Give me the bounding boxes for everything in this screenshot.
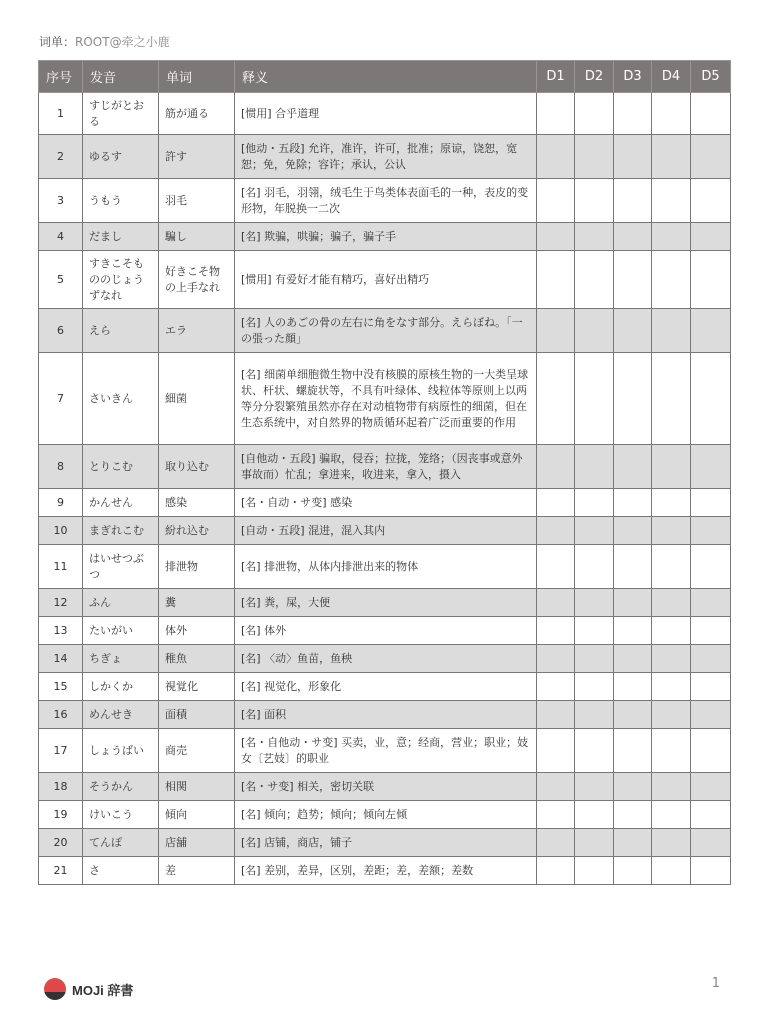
row-meaning: [名] 排泄物，从体内排泄出来的物体 — [235, 545, 537, 589]
row-meaning: [名] 欺骗，哄骗；骗子，骗子手 — [235, 223, 537, 251]
row-word: 商売 — [159, 729, 235, 773]
review-cell-d4 — [652, 617, 691, 645]
review-cell-d5 — [691, 251, 731, 309]
review-cell-d4 — [652, 309, 691, 353]
moji-logo-icon — [44, 978, 66, 1000]
review-cell-d4 — [652, 673, 691, 701]
row-meaning: [名] 细菌单细胞微生物中没有核膜的原核生物的一大类呈球状、杆状、螺旋状等，不具有叶绿体、线粒体等原则上以两等分分裂繁殖虽然亦存在对动植物带有病原性的细菌，但在生态系统中，对自然界的物质循环起着广泛而重要的作用 — [235, 353, 537, 445]
table-row — [39, 773, 731, 801]
row-number: 6 — [39, 309, 83, 353]
review-cell-d3 — [614, 545, 652, 589]
row-meaning: [名] 视觉化，形象化 — [235, 673, 537, 701]
row-meaning: [名] 〈动〉鱼苗，鱼秧 — [235, 645, 537, 673]
row-word: 面積 — [159, 701, 235, 729]
table-row — [39, 179, 731, 223]
review-cell-d4 — [652, 353, 691, 445]
review-cell-d3 — [614, 517, 652, 545]
review-cell-d2 — [575, 445, 614, 489]
review-cell-d4 — [652, 179, 691, 223]
table-row — [39, 251, 731, 309]
row-word: 紛れ込む — [159, 517, 235, 545]
row-meaning: [自他动・五段] 骗取，侵吞；拉拢，笼络；（因丧事或意外事故而）忙乱；拿进来，收进来，拿入，摄入 — [235, 445, 537, 489]
review-cell-d1 — [537, 801, 575, 829]
review-cell-d3 — [614, 445, 652, 489]
row-reading: うもう — [83, 179, 159, 223]
row-reading: ふん — [83, 589, 159, 617]
row-reading: はいせつぶつ — [83, 545, 159, 589]
review-cell-d1 — [537, 223, 575, 251]
review-cell-d4 — [652, 489, 691, 517]
row-word: 相関 — [159, 773, 235, 801]
table-row — [39, 517, 731, 545]
review-cell-d1 — [537, 489, 575, 517]
table-row — [39, 445, 731, 489]
review-cell-d1 — [537, 829, 575, 857]
review-cell-d1 — [537, 545, 575, 589]
row-word: エラ — [159, 309, 235, 353]
row-number: 2 — [39, 135, 83, 179]
review-cell-d3 — [614, 179, 652, 223]
review-cell-d5 — [691, 489, 731, 517]
row-meaning: [名・自动・サ变] 感染 — [235, 489, 537, 517]
row-word: 取り込む — [159, 445, 235, 489]
review-cell-d3 — [614, 353, 652, 445]
column-header-d1: D1 — [537, 61, 575, 93]
review-cell-d1 — [537, 445, 575, 489]
wordlist-header — [39, 33, 170, 50]
row-reading: すじがとおる — [83, 93, 159, 135]
review-cell-d3 — [614, 223, 652, 251]
row-number: 20 — [39, 829, 83, 857]
table-row — [39, 135, 731, 179]
row-meaning: [名] 羽毛，羽翎，绒毛生于鸟类体表面毛的一种，表皮的变形物，年脱换一二次 — [235, 179, 537, 223]
review-cell-d1 — [537, 673, 575, 701]
row-number: 7 — [39, 353, 83, 445]
vocab-table — [38, 60, 731, 885]
row-number: 5 — [39, 251, 83, 309]
review-cell-d5 — [691, 93, 731, 135]
row-meaning: [他动・五段] 允许，准许，许可，批准；原谅，饶恕，宽恕；免，免除；容许；承认，公认 — [235, 135, 537, 179]
review-cell-d1 — [537, 135, 575, 179]
row-meaning: [名] 人のあごの骨の左右に角をなす部分。えらぼね。「一の張った顔」 — [235, 309, 537, 353]
review-cell-d1 — [537, 729, 575, 773]
review-cell-d2 — [575, 353, 614, 445]
review-cell-d3 — [614, 489, 652, 517]
review-cell-d3 — [614, 589, 652, 617]
review-cell-d4 — [652, 645, 691, 673]
row-reading: さ — [83, 857, 159, 885]
table-row — [39, 673, 731, 701]
review-cell-d5 — [691, 829, 731, 857]
row-meaning: [名・サ变] 相关，密切关联 — [235, 773, 537, 801]
review-cell-d3 — [614, 673, 652, 701]
row-number: 18 — [39, 773, 83, 801]
footer-logo — [44, 978, 133, 1000]
review-cell-d4 — [652, 829, 691, 857]
review-cell-d4 — [652, 857, 691, 885]
review-cell-d4 — [652, 589, 691, 617]
row-word: 感染 — [159, 489, 235, 517]
review-cell-d1 — [537, 517, 575, 545]
row-word: 店舗 — [159, 829, 235, 857]
column-header-d2: D2 — [575, 61, 614, 93]
review-cell-d2 — [575, 309, 614, 353]
row-reading: たいがい — [83, 617, 159, 645]
review-cell-d5 — [691, 179, 731, 223]
review-cell-d3 — [614, 729, 652, 773]
table-row — [39, 729, 731, 773]
review-cell-d4 — [652, 445, 691, 489]
column-header-meaning: 释义 — [235, 61, 537, 93]
review-cell-d5 — [691, 353, 731, 445]
row-number: 17 — [39, 729, 83, 773]
row-reading: ちぎょ — [83, 645, 159, 673]
review-cell-d3 — [614, 645, 652, 673]
review-cell-d2 — [575, 545, 614, 589]
review-cell-d2 — [575, 589, 614, 617]
row-reading: さいきん — [83, 353, 159, 445]
review-cell-d3 — [614, 309, 652, 353]
review-cell-d2 — [575, 251, 614, 309]
row-meaning: [惯用] 合乎道理 — [235, 93, 537, 135]
row-reading: まぎれこむ — [83, 517, 159, 545]
row-word: 視覚化 — [159, 673, 235, 701]
table-row — [39, 489, 731, 517]
wordlist-label: 词单： — [39, 35, 76, 49]
row-number: 11 — [39, 545, 83, 589]
column-header-word: 单词 — [159, 61, 235, 93]
review-cell-d3 — [614, 857, 652, 885]
row-number: 12 — [39, 589, 83, 617]
review-cell-d4 — [652, 729, 691, 773]
row-meaning: [名] 差别，差异，区别，差距；差，差额；差数 — [235, 857, 537, 885]
row-meaning: [惯用] 有爱好才能有精巧，喜好出精巧 — [235, 251, 537, 309]
review-cell-d2 — [575, 517, 614, 545]
row-number: 14 — [39, 645, 83, 673]
review-cell-d3 — [614, 773, 652, 801]
review-cell-d5 — [691, 309, 731, 353]
review-cell-d1 — [537, 251, 575, 309]
review-cell-d5 — [691, 673, 731, 701]
table-row — [39, 545, 731, 589]
row-number: 8 — [39, 445, 83, 489]
row-word: 騙し — [159, 223, 235, 251]
review-cell-d4 — [652, 545, 691, 589]
review-cell-d5 — [691, 773, 731, 801]
column-header-d3: D3 — [614, 61, 652, 93]
table-row — [39, 353, 731, 445]
row-meaning: [名] 面积 — [235, 701, 537, 729]
review-cell-d2 — [575, 773, 614, 801]
row-meaning: [名] 粪，屎，大便 — [235, 589, 537, 617]
row-word: 排泄物 — [159, 545, 235, 589]
row-number: 9 — [39, 489, 83, 517]
review-cell-d5 — [691, 857, 731, 885]
review-cell-d4 — [652, 773, 691, 801]
review-cell-d2 — [575, 179, 614, 223]
review-cell-d4 — [652, 801, 691, 829]
row-meaning: [名] 体外 — [235, 617, 537, 645]
row-word: 許す — [159, 135, 235, 179]
review-cell-d1 — [537, 179, 575, 223]
table-header-row — [39, 61, 731, 93]
review-cell-d4 — [652, 223, 691, 251]
review-cell-d2 — [575, 701, 614, 729]
row-meaning: [自动・五段] 混进，混入其内 — [235, 517, 537, 545]
table-row — [39, 857, 731, 885]
review-cell-d1 — [537, 309, 575, 353]
brand-name: MOJi 辞書 — [72, 982, 134, 998]
review-cell-d5 — [691, 701, 731, 729]
review-cell-d5 — [691, 135, 731, 179]
row-number: 3 — [39, 179, 83, 223]
review-cell-d2 — [575, 801, 614, 829]
row-word: 筋が通る — [159, 93, 235, 135]
row-reading: かんせん — [83, 489, 159, 517]
row-reading: てんぽ — [83, 829, 159, 857]
row-word: 羽毛 — [159, 179, 235, 223]
review-cell-d2 — [575, 729, 614, 773]
row-reading: けいこう — [83, 801, 159, 829]
column-header-reading: 发音 — [83, 61, 159, 93]
row-word: 稚魚 — [159, 645, 235, 673]
table-row — [39, 701, 731, 729]
review-cell-d1 — [537, 617, 575, 645]
row-reading: めんせき — [83, 701, 159, 729]
row-meaning: [名] 倾向；趋势；倾向；倾向左倾 — [235, 801, 537, 829]
review-cell-d4 — [652, 135, 691, 179]
review-cell-d5 — [691, 801, 731, 829]
review-cell-d2 — [575, 93, 614, 135]
row-reading: えら — [83, 309, 159, 353]
review-cell-d2 — [575, 223, 614, 251]
review-cell-d3 — [614, 93, 652, 135]
row-word: 糞 — [159, 589, 235, 617]
review-cell-d5 — [691, 589, 731, 617]
row-number: 13 — [39, 617, 83, 645]
row-word: 細菌 — [159, 353, 235, 445]
table-row — [39, 309, 731, 353]
row-word: 体外 — [159, 617, 235, 645]
row-number: 19 — [39, 801, 83, 829]
row-meaning: [名・自他动・サ变] 买卖，业，意；经商，营业；职业；妓女〔艺妓〕的职业 — [235, 729, 537, 773]
table-row — [39, 223, 731, 251]
row-reading: とりこむ — [83, 445, 159, 489]
review-cell-d3 — [614, 801, 652, 829]
review-cell-d1 — [537, 589, 575, 617]
review-cell-d1 — [537, 701, 575, 729]
row-word: 好きこそ物の上手なれ — [159, 251, 235, 309]
row-reading: ゆるす — [83, 135, 159, 179]
review-cell-d3 — [614, 135, 652, 179]
row-number: 21 — [39, 857, 83, 885]
row-number: 10 — [39, 517, 83, 545]
review-cell-d2 — [575, 829, 614, 857]
review-cell-d2 — [575, 645, 614, 673]
review-cell-d2 — [575, 489, 614, 517]
table-row — [39, 617, 731, 645]
review-cell-d3 — [614, 251, 652, 309]
row-meaning: [名] 店铺，商店，铺子 — [235, 829, 537, 857]
review-cell-d5 — [691, 545, 731, 589]
row-number: 15 — [39, 673, 83, 701]
row-word: 傾向 — [159, 801, 235, 829]
review-cell-d5 — [691, 729, 731, 773]
review-cell-d5 — [691, 223, 731, 251]
review-cell-d4 — [652, 93, 691, 135]
review-cell-d1 — [537, 857, 575, 885]
review-cell-d4 — [652, 251, 691, 309]
review-cell-d4 — [652, 517, 691, 545]
review-cell-d5 — [691, 617, 731, 645]
column-header-d4: D4 — [652, 61, 691, 93]
review-cell-d1 — [537, 93, 575, 135]
review-cell-d2 — [575, 617, 614, 645]
review-cell-d3 — [614, 829, 652, 857]
row-reading: しょうばい — [83, 729, 159, 773]
review-cell-d5 — [691, 445, 731, 489]
wordlist-owner: ROOT@牵之小鹿 — [75, 35, 170, 49]
row-reading: だまし — [83, 223, 159, 251]
row-number: 4 — [39, 223, 83, 251]
row-number: 1 — [39, 93, 83, 135]
review-cell-d5 — [691, 517, 731, 545]
review-cell-d1 — [537, 773, 575, 801]
review-cell-d2 — [575, 673, 614, 701]
review-cell-d4 — [652, 701, 691, 729]
vocab-table-body — [39, 93, 731, 885]
table-row — [39, 645, 731, 673]
review-cell-d1 — [537, 353, 575, 445]
table-row — [39, 829, 731, 857]
row-reading: すきこそもののじょうずなれ — [83, 251, 159, 309]
row-word: 差 — [159, 857, 235, 885]
row-reading: そうかん — [83, 773, 159, 801]
review-cell-d3 — [614, 701, 652, 729]
review-cell-d1 — [537, 645, 575, 673]
table-row — [39, 93, 731, 135]
table-row — [39, 589, 731, 617]
row-reading: しかくか — [83, 673, 159, 701]
review-cell-d5 — [691, 645, 731, 673]
review-cell-d3 — [614, 617, 652, 645]
review-cell-d2 — [575, 857, 614, 885]
column-header-d5: D5 — [691, 61, 731, 93]
page-number: 1 — [711, 976, 720, 991]
table-row — [39, 801, 731, 829]
review-cell-d2 — [575, 135, 614, 179]
column-header-number: 序号 — [39, 61, 83, 93]
row-number: 16 — [39, 701, 83, 729]
